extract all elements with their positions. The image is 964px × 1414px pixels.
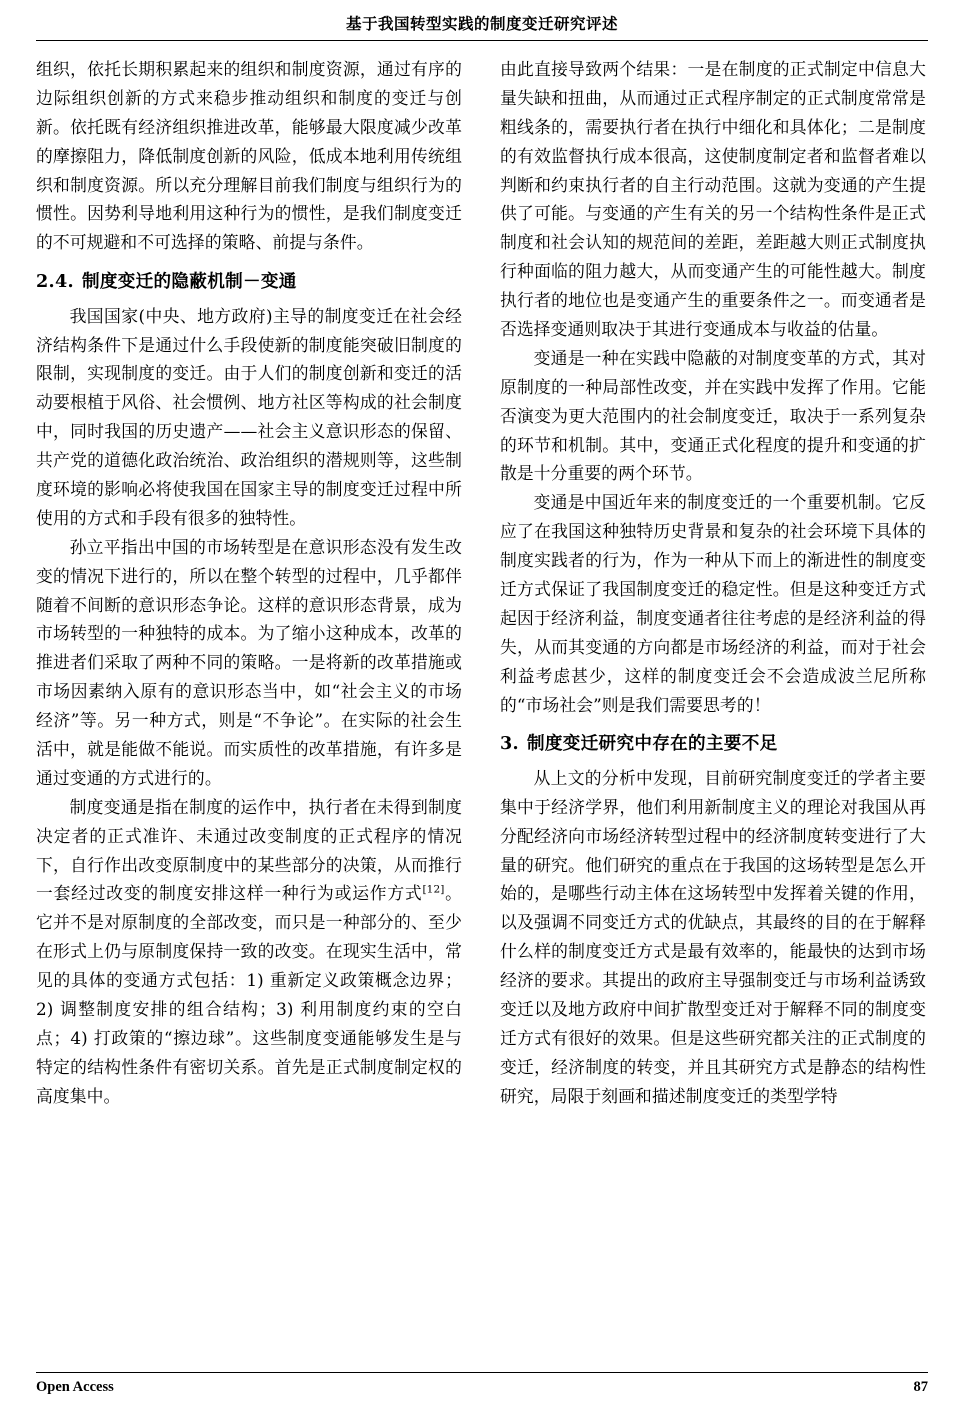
paragraph-text-before-note: 制度变通是指在制度的运作中，执行者在未得到制度决定者的正式准许、未通过改变制度的正式程序的情况下，自行作出改变原制度中的某些部分的决策，从而推行一套经过改变的制度安排这样一种行为或运作方式 [36, 796, 462, 904]
footer-row [36, 1379, 928, 1396]
section-title: 制度变迁研究中存在的主要不足 [526, 733, 778, 755]
section-heading-2-4 [36, 269, 462, 295]
paragraph: 孙立平指出中国的市场转型是在意识形态没有发生改变的情况下进行的，所以在整个转型的过程中，几乎都伴随着不间断的意识形态争论。这样的意识形态背景，成为市场转型的一种独特的成本。为了缩小这种成本，改革的推进者们采取了两种不同的策略。一是将新的改革措施或市场因素纳入原有的意识形态当中，如“社会主义的市场经济”等。另一种方式，则是“不争论”。在实际的社会生活中，就是能做不能说。而实质性的改革措施，有许多是通过变通的方式进行的。 [36, 536, 462, 788]
open-access-label: Open Access [36, 1379, 114, 1395]
paragraph: 变通是中国近年来的制度变迁的一个重要机制。它反应了在我国这种独特历史背景和复杂的社会环境下具体的制度实践者的行为，作为一种从下而上的渐进性的制度变迁方式保证了我国制度变迁的稳定性。但是这种变迁方式起因于经济利益，制度变通者往往考虑的是经济利益的得失，从而其变通的方向都是市场经济的利益，而对于社会利益考虑甚少，这样的制度变迁会不会造成波兰尼所称的“市场社会”则是我们需要思考的！ [500, 492, 926, 715]
left-column [36, 55, 462, 1111]
footer-divider [36, 1372, 928, 1373]
two-column-body [36, 55, 928, 1111]
paragraph-text-after-note: 。它并不是对原制度的全部改变，而只是一种部分的、至少在形式上仍与原制度保持一致的改变。在现实生活中，常见的具体的变通方式包括：1) 重新定义政策概念边界；2) 调整制度安排的组合结构；3) 利用制度约束的空白点；4) 打政策的“擦边球”。这些制度变通能够发生是与特定的结构性条件有密切关系。首先是正式制度制定权的高度集中。 [36, 883, 463, 1106]
running-head: 基于我国转型实践的制度变迁研究评述 [345, 14, 618, 33]
paragraph: 从上文的分析中发现，目前研究制度变迁的学者主要集中于经济学界，他们利用新制度主义的理论对我国从再分配经济向市场经济转型过程中的经济制度转变进行了大量的研究。他们研究的重点在于我国的这场转型是怎么开始的，是哪些行动主体在这场转型中发挥着关键的作用，以及强调不同变迁方式的优缺点，其最终的目的在于解释什么样的制度变迁方式是最有效率的，能最快的达到市场经济的要求。其提出的政府主导强制变迁与市场利益诱致变迁以及地方政府中间扩散型变迁对于解释不同的制度变迁方式有很好的效果。但是这些研究都关注的正式制度的变迁，经济制度的转变，并且其研究方式是静态的结构性研究，局限于刻画和描述制度变迁的类型学特 [500, 767, 926, 1106]
page-footer [36, 1372, 928, 1396]
paragraph-continued: 组织，依托长期积累起来的组织和制度资源，通过有序的边际组织创新的方式来稳步推动组织和制度的变迁与创新。依托既有经济组织推进改革，能够最大限度减少改革的摩擦阻力，降低制度创新的风险，低成本地利用传统组织和制度资源。所以充分理解目前我们制度与组织行为的惯性。因势利导地利用这种行为的惯性，是我们制度变迁的不可规避和不可选择的策略、前提与条件。 [36, 59, 462, 253]
paragraph-with-citation [36, 793, 462, 1111]
header-divider [36, 40, 928, 41]
paragraph: 变通是一种在实践中隐蔽的对制度变革的方式，其对原制度的一种局部性改变，并在实践中发挥了作用。它能否演变为更大范围内的社会制度变迁，取决于一系列复杂的环节和机制。其中，变通正式化程度的提升和变通的扩散是十分重要的两个环节。 [500, 347, 926, 484]
section-title: 制度变迁的隐蔽机制－变通 [81, 271, 297, 293]
paragraph-continued: 由此直接导致两个结果：一是在制度的正式制定中信息大量失缺和扭曲，从而通过正式程序制定的正式制度常常是粗线条的，需要执行者在执行中细化和具体化；二是制度的有效监督执行成本很高，这使制度制定者和监督者难以判断和约束执行者的自主行动范围。这就为变通的产生提供了可能。与变通的产生有关的另一个结构性条件是正式制度和社会认知的规范间的差距，差距越大则正式制度执行种面临的阻力越大，从而变通产生的可能性越大。制度执行者的地位也是变通产生的重要条件之一。而变通者是否选择变通则取决于其进行变通成本与收益的估量。 [500, 59, 926, 340]
section-number: 2.4. [36, 271, 74, 293]
right-column [500, 55, 926, 1111]
citation-marker: [12] [422, 883, 445, 896]
page-number: 87 [913, 1379, 928, 1395]
section-heading-3 [500, 731, 926, 757]
paragraph: 我国国家(中央、地方政府)主导的制度变迁在社会经济结构条件下是通过什么手段使新的制度能突破旧制度的限制，实现制度的变迁。由于人们的制度创新和变迁的活动要根植于风俗、社会惯例、地方社区等构成的社会制度中，同时我国的历史遗产——社会主义意识形态的保留、共产党的道德化政治统治、政治组织的潜规则等，这些制度环境的影响必将使我国在国家主导的制度变迁过程中所使用的方式和手段有很多的独特性。 [36, 305, 462, 528]
section-number: 3. [500, 733, 519, 755]
